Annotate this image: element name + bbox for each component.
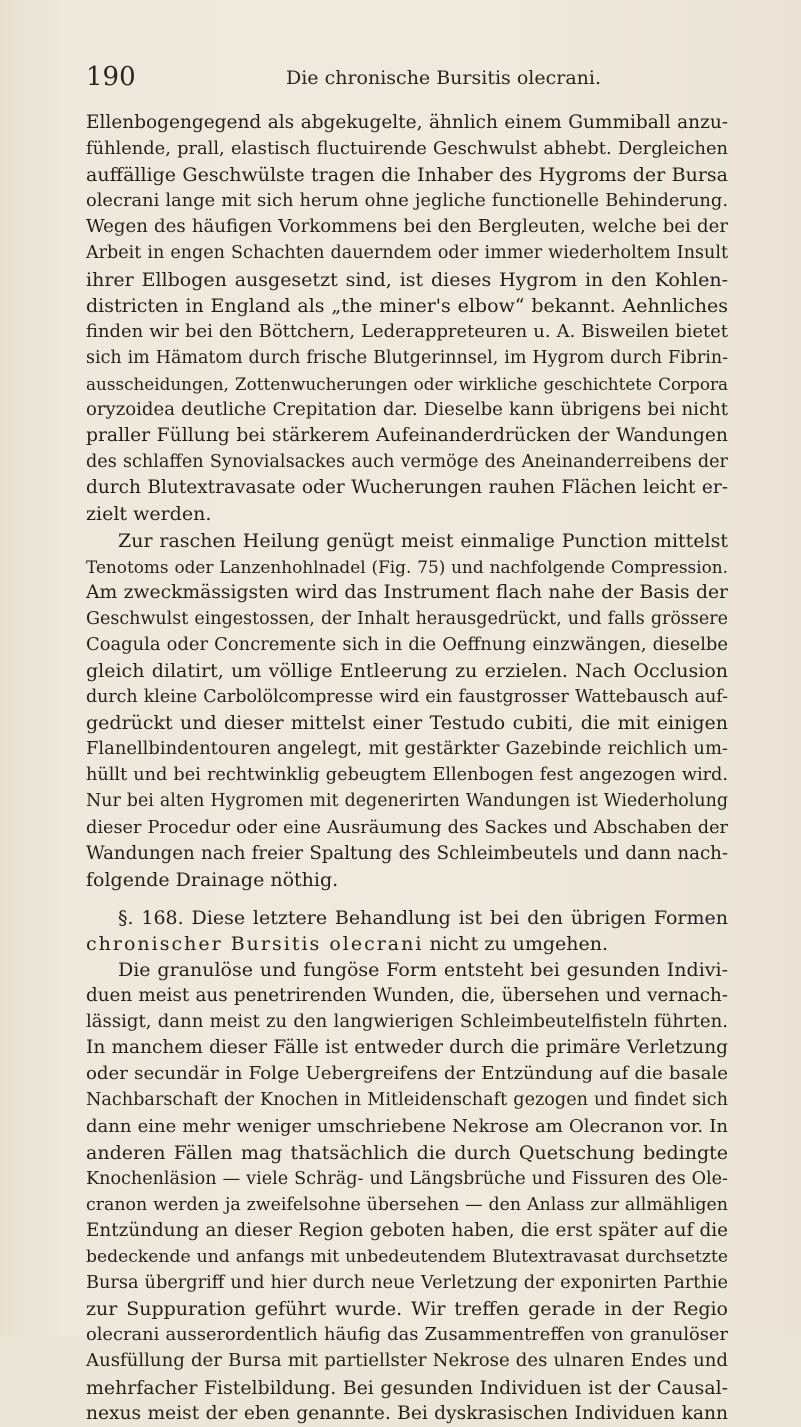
text-line: ausscheidungen, Zottenwucherungen oder wirkliche geschichtete Corpora bbox=[86, 373, 728, 394]
text-line: Nachbarschaft der Knochen in Mitleidenschaft gezogen und findet sich bbox=[86, 1090, 728, 1111]
text-line: dieser Procedur oder eine Ausräumung des Sackes und Abschaben der bbox=[86, 817, 728, 838]
text-line: folgende Drainage nöthig. bbox=[86, 868, 339, 891]
text-line: olecrani ausserordentlich häufig das Zusammentreffen von granulöser bbox=[86, 1324, 728, 1346]
text-line: oryzoidea deutliche Crepitation dar. Dieselbe kann übrigens bei nicht bbox=[86, 399, 728, 421]
section-intro: Diese letztere Behandlung ist bei den übrigen Formen bbox=[183, 906, 728, 929]
text-line: auffällige Geschwülste tragen die Inhaber des Hygroms der Bursa bbox=[86, 164, 728, 187]
section-rest: nicht zu umgehen. bbox=[423, 932, 609, 955]
text-line: ihrer Ellbogen ausgesetzt sind, ist dieses Hygrom in den Kohlen- bbox=[86, 268, 728, 291]
text-line: finden wir bei den Böttchern, Lederappreteuren u. A. Bisweilen bietet bbox=[86, 320, 728, 342]
text-line: dann eine mehr weniger umschriebene Nekrose am Olecranon vor. In bbox=[86, 1115, 728, 1137]
text-line: fühlende, prall, elastisch fluctuirende Geschwulst abhebt. Dergleichen bbox=[86, 138, 728, 160]
text-line: zur Suppuration geführt wurde. Wir treffen gerade in der Regio bbox=[86, 1298, 728, 1321]
text-line: mehrfacher Fistelbildung. Bei gesunden Individuen ist der Causal- bbox=[86, 1376, 728, 1399]
text-line: durch Blutextravasate oder Wucherungen rauhen Flächen leicht er- bbox=[86, 477, 728, 499]
text-line: gleich dilatirt, um völlige Entleerung zu erzielen. Nach Occlusion bbox=[86, 659, 728, 682]
text-line: des schlaffen Synovialsackes auch vermöge des Aneinanderreibens der bbox=[86, 452, 728, 473]
page-header bbox=[86, 62, 726, 96]
text-line: Zur raschen Heilung genügt meist einmalige Punction mittelst bbox=[118, 529, 728, 552]
text-line: duen meist aus penetrirenden Wunden, die, übersehen und vernach- bbox=[86, 985, 728, 1007]
text-line: lässigt, dann meist zu den langwierigen Schleimbeutelfisteln führten. bbox=[86, 1011, 728, 1033]
text-line: districten in England als „the miner's elbow“ bekannt. Aehnliches bbox=[86, 294, 728, 317]
text-line: durch kleine Carbolölcompresse wird ein faustgrosser Wattebausch auf- bbox=[86, 687, 728, 708]
text-line: Knochenläsion — viele Schräg- und Längsbrüche und Fissuren des Ole- bbox=[86, 1168, 728, 1189]
text-line: Ausfüllung der Bursa mit partiellster Nekrose des ulnaren Endes und bbox=[86, 1350, 728, 1372]
text-line: Ellenbogengegend als abgekugelte, ähnlich einem Gummiball anzu- bbox=[86, 112, 728, 133]
text-line: In manchem dieser Fälle ist entweder durch die primäre Verletzung bbox=[86, 1037, 728, 1059]
paragraph-2 bbox=[86, 528, 728, 893]
body-text bbox=[86, 110, 728, 1427]
text-line: Arbeit in engen Schachten dauerndem oder immer wiederholtem Insult bbox=[86, 243, 728, 264]
text-line: bedeckende und anfangs mit unbedeutendem Blutextravasat durchsetzte bbox=[86, 1247, 728, 1268]
running-title: Die chronische Bursitis olecrani. bbox=[286, 67, 601, 89]
text-line: Nur bei alten Hygromen mit degenerirten Wandungen ist Wiederholung bbox=[86, 791, 728, 812]
text-line: hüllt und bei rechtwinklig gebeugtem Ellenbogen fest angezogen wird. bbox=[86, 765, 728, 786]
text-line: anderen Fällen mag thatsächlich die durch Quetschung bedingte bbox=[86, 1141, 728, 1164]
text-line: Die granulöse und fungöse Form entsteht bei gesunden Indivi- bbox=[118, 959, 728, 981]
text-line: Geschwulst eingestossen, der Inhalt herausgedrückt, und falls grössere bbox=[86, 608, 728, 629]
text-line: Bursa übergriff und hier durch neue Verletzung der exponirten Parthie bbox=[86, 1273, 728, 1294]
text-line: praller Füllung bei stärkerem Aufeinanderdrücken der Wandungen bbox=[86, 425, 728, 447]
text-line: Wegen des häufigen Vorkommens bei den Bergleuten, welche bei der bbox=[86, 216, 728, 238]
paragraph-1 bbox=[86, 110, 728, 528]
text-line: cranon werden ja zweifelsohne übersehen — den Anlass zur allmähligen bbox=[86, 1194, 728, 1215]
section-title-line bbox=[86, 931, 728, 957]
text-line: Tenotoms oder Lanzenhohlnadel (Fig. 75) und nachfolgende Compression. bbox=[86, 556, 728, 577]
text-line: nexus meist der eben genannte. Bei dyskrasischen Individuen kann bbox=[86, 1402, 728, 1424]
text-line: Entzündung an dieser Region geboten haben, die erst später auf die bbox=[86, 1219, 728, 1241]
page-number: 190 bbox=[86, 62, 136, 92]
section-title-spaced: chronischer Bursitis olecrani bbox=[86, 932, 424, 955]
text-line: sich im Hämatom durch frische Blutgerinnsel, im Hygrom durch Fibrin- bbox=[86, 347, 728, 368]
section-number: §. 168. bbox=[118, 906, 184, 929]
section-heading-line bbox=[86, 905, 728, 931]
text-line: oder secundär in Folge Uebergreifens der Entzündung auf die basale bbox=[86, 1063, 728, 1085]
text-line: Wandungen nach freier Spaltung des Schleimbeutels und dann nach- bbox=[86, 842, 728, 864]
text-line: gedrückt und dieser mittelst einer Testudo cubiti, die mit einigen bbox=[86, 712, 728, 735]
text-line: Flanellbindentouren angelegt, mit gestärkter Gazebinde reichlich um- bbox=[86, 738, 728, 760]
section-168 bbox=[86, 905, 728, 957]
text-line: Am zweckmässigsten wird das Instrument flach nahe der Basis der bbox=[86, 581, 728, 603]
text-line: Coagula oder Concremente sich in die Oeffnung einzwängen, dieselbe bbox=[86, 633, 728, 655]
text-line: olecrani lange mit sich herum ohne jegliche functionelle Behinderung. bbox=[86, 190, 728, 212]
text-line: zielt werden. bbox=[86, 503, 212, 526]
paragraph-4 bbox=[86, 957, 728, 1427]
